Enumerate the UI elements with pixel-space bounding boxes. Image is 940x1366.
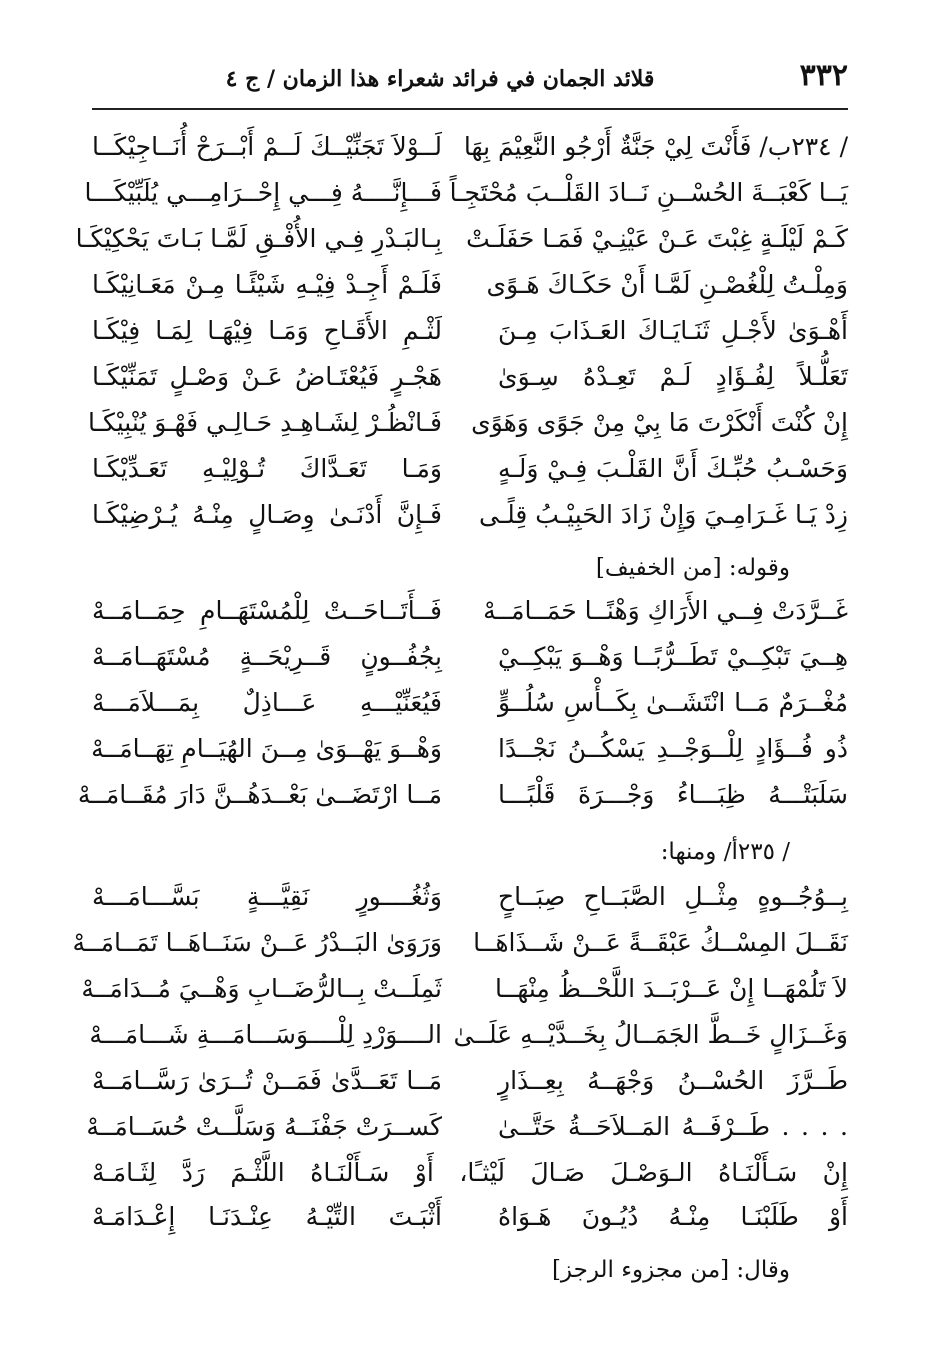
first-hemistich: كَـمْ لَيْلَـةٍ غِبْتَ عَـنْ عَيْنِـيْ فَمَـا حَفَلَـتْ	[466, 224, 848, 253]
first-hemistich: إِنْ كُنْتَ أَنْكَرْتَ مَا بِيْ مِنْ جَوًى وَهَوًى	[471, 408, 848, 437]
verse-line	[81, 966, 848, 1012]
first-hemistich: زِدْ يَـا غَـرَامِـيَ وَإِنْ زَادَ الحَبِيْـبُ قِلًـى	[478, 500, 848, 529]
second-hemistich: فَـإِنَّ أَدْنَـىٰ وِصَـالٍ مِنْـهُ يُـرْضِيْكَـا	[92, 500, 442, 529]
verse-line	[92, 588, 848, 634]
first-hemistich: . . . . طَــرْفَــهُ المَــلاَحَــةُ حَتَّــىٰ	[498, 1112, 848, 1141]
second-hemistich: فَلَـمْ أَجِـدْ فِيْـهِ شَيْئًـا مِـنْ مَعَـانِيْكَـا	[92, 270, 442, 299]
second-hemistich: وَهْــوَ يَهْــوَىٰ مِــنَ الهُيَــامِ تِهَــامَــهْ	[91, 734, 442, 763]
verse-line	[72, 920, 848, 966]
second-hemistich: وَرَوَىٰ البَــدْرُ عَــنْ سَنَــاهَــا تَمَــامَــهْ	[72, 928, 442, 957]
first-hemistich: بِــوُجُــوهٍ مِثْــلِ الصَّبَــاحِ صِبَــاحٍ	[498, 882, 848, 911]
first-hemistich: وَغَــزَالٍ خَــطَّ الجَمَــالُ بِخَــدَّيْــهِ عَلَــىٰ	[453, 1020, 848, 1049]
second-hemistich: بِـالبَـدْرِ فِـي الأُفْـقِ لَمَّـا بَـاتَ يَحْكِيْكَـا	[75, 224, 442, 253]
second-hemistich: فَــأَتَــاحَــتْ لِلْمُسْتَهَــامِ حِمَــامَــهْ	[92, 596, 442, 625]
verse-line	[92, 874, 848, 920]
second-hemistich: ثَمِلَــتْ بِــالرُّضَــابِ وَهْــيَ مُــدَامَــهْ	[81, 974, 442, 1003]
first-hemistich: غَــرَّدَتْ فِــي الأَرَاكِ وَهْنًــا حَمَــامَــهْ	[483, 596, 848, 625]
first-hemistich: نَقَــلَ المِسْــكُ عَبْقَــةً عَــنْ شَــذَاهَــا	[473, 928, 848, 957]
verse-line	[92, 308, 848, 354]
verse-line	[92, 726, 848, 772]
second-hemistich: كَســرَتْ جَفْنَــهُ وَسَلَّــتْ حُسَــامَــهْ	[86, 1112, 442, 1141]
verse-line	[92, 1194, 848, 1240]
verse-line	[92, 492, 848, 538]
first-hemistich: تَعَلُّـلاً لِفُـؤَادٍ لَـمْ تَعِـدْهُ سِـوَىٰ	[498, 362, 848, 391]
verse-line	[86, 1104, 848, 1150]
verse-line	[88, 400, 848, 446]
verse-line	[92, 634, 848, 680]
meter-note: وقوله: [من الخفيف]	[595, 555, 790, 581]
first-hemistich: يَــا كَعْبَــةَ الحُسْــنِ نَــادَ القَلْــبَ مُحْتَجِـاً	[449, 178, 848, 207]
second-hemistich: فَـــإِنَّــــهُ فِـــي إِحْــرَامِـــي يُلَبِّيْكَـــا	[84, 178, 442, 207]
verse-line	[77, 772, 848, 818]
first-hemistich: لاَ تَلُمْهَــا إِنْ عَــرْبَــدَ اللَّحْــظُ مِنْهَــا	[495, 974, 848, 1003]
second-hemistich: وَثُغُــــورٍ نَقِيَّـــةٍ بَسَّـــامَـــهْ	[92, 882, 442, 911]
first-hemistich: سَلَبَتْـــهُ ظِبَـــاءُ وَجْـــرَةَ قَلْبًـــا	[498, 780, 848, 809]
first-hemistich: طَــرَّزَ الحُسْــنُ وَجْهَــهُ بِعِــذَارٍ	[498, 1066, 848, 1095]
meter-note: / ٢٣٥أ/ ومنها:	[660, 839, 790, 865]
verse-line	[92, 354, 848, 400]
page-header	[92, 58, 848, 100]
first-hemistich: أَهْـوَىٰ لأَجْـلِ ثَنَـايَـاكَ العَـذَابَ مِـنَ	[498, 316, 848, 345]
first-hemistich: أَوْ طَلَبْنَـا مِنْـهُ دُيُـونَ هَـوَاهُ	[498, 1202, 848, 1231]
meter-note: وقال: [من مجزوء الرجز]	[551, 1257, 790, 1283]
first-hemistich: وَمِلْـتُ لِلْغُصْـنِ لَمَّـا أَنْ حَكَـاكَ هَـوًى	[486, 270, 848, 299]
second-hemistich: بِجُفُــونٍ قَــرِيْحَــةٍ مُسْتَهَــامَــهْ	[92, 642, 442, 671]
verse-line	[84, 170, 848, 216]
verse-line	[89, 1012, 848, 1058]
page-number: ٣٣٢	[799, 58, 848, 93]
running-title: قلائد الجمان في فرائد شعراء هذا الزمان / ج ٤	[225, 66, 655, 92]
first-hemistich: وَحَسْـبُ حُبِّـكَ أَنَّ القَلْـبَ فِـيْ وَلَـهٍ	[498, 454, 848, 483]
second-hemistich: أَثْبَـتَ التِّيْـهُ عِنْـدَنَـا إِعْـدَامَـهْ	[92, 1202, 442, 1231]
second-hemistich: مَــا تَعَــدَّىٰ فَمَــنْ تُــرَىٰ رَسَّــامَــهْ	[92, 1066, 442, 1095]
first-hemistich: مُغْــرَمٌ مَــا انْتَشَــىٰ بِكَــأْسِ سُلُــوٍّ	[498, 688, 848, 717]
verse-line	[92, 1058, 848, 1104]
second-hemistich: وَمَـا تَعَـدَّاكَ تُـوْلِيْـهِ تَعَـدِّيْكَـا	[92, 454, 442, 483]
first-hemistich: ذُو فُــؤَادٍ لِلْــوَجْــدِ يَسْكُــنُ نَجْــدًا	[498, 734, 848, 763]
second-hemistich: فَيُعَنِّيْـــهِ عَـــاذِلٌ بِمَـــلاَمَـــهْ	[92, 688, 442, 717]
verse-line	[92, 680, 848, 726]
first-hemistich: هِــيَ تَبْكِــيْ تَطَــرُّبًــا وَهْــوَ يَبْكِــيْ	[498, 642, 848, 671]
header-rule	[92, 108, 848, 110]
second-hemistich: لَــوْلاَ تَجَنِّيْــكَ لَــمْ أَبْــرَحْ أُنَــاجِيْكَــا	[92, 132, 442, 161]
full-width-verse: إِنْ سَـأَلْنَـاهُ الـوَصْـلَ صَـالَ لَيْثـًا، أَوْ سَـأَلْنَـاهُ اللَّثْـمَ رَدَّ لِثَـامَـهْ	[92, 1158, 848, 1187]
verse-line	[92, 446, 848, 492]
verse-line	[92, 262, 848, 308]
first-hemistich: / ٢٣٤ب/ فَأَنْتَ لِيْ جَنَّةٌ أَرْجُو النَّعِيْمَ بِهَا	[463, 132, 848, 161]
verse-line	[92, 124, 848, 170]
second-hemistich: مَــا ارْتَضَــىٰ بَعْــدَهُــنَّ دَارَ مُقَــامَــهْ	[77, 780, 442, 809]
second-hemistich: فَـانْظُـرْ لِشَـاهِـدِ حَـالِـي فَهْـوَ يُنْبِيْكَـا	[88, 408, 442, 437]
second-hemistich: لَثْـمِ الأَقَـاحِ وَمَـا فِيْهَـا لِمَـا فِيْكَـا	[92, 316, 442, 345]
verse-line	[75, 216, 848, 262]
second-hemistich: الــــوَرْدِ لِلْــــوَسَـــامَـــةِ شَـــامَـــهْ	[89, 1020, 442, 1049]
second-hemistich: هَجْـرٍ فَيُعْتَـاضُ عَـنْ وَصْـلٍ تَمَنِّيْكَـا	[92, 362, 442, 391]
